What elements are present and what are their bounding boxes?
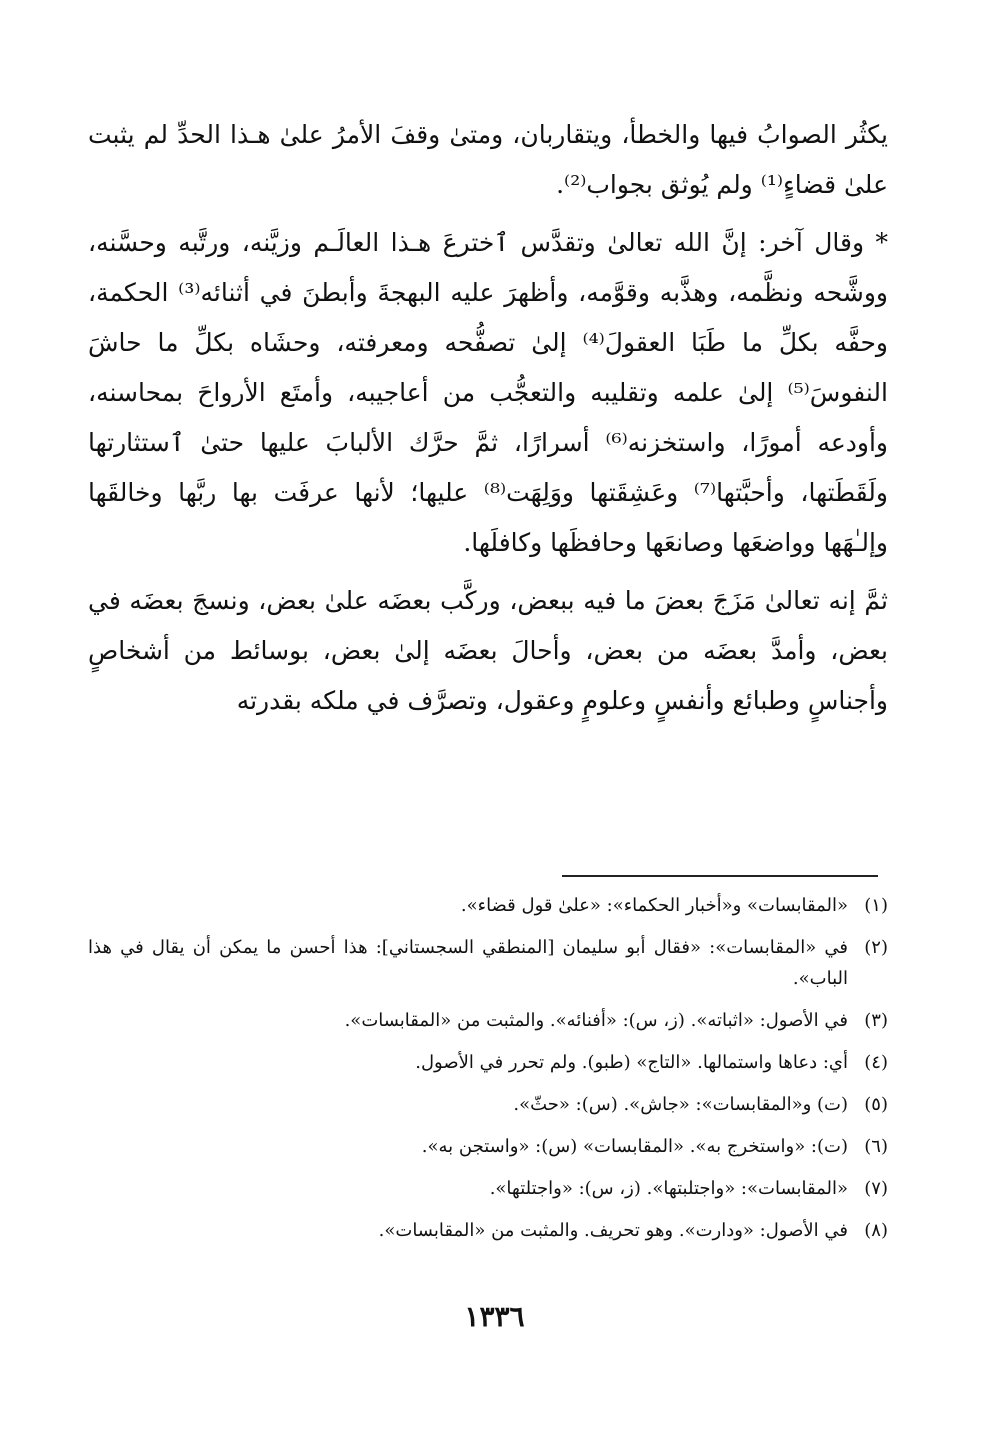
footnote-number: (٢) bbox=[864, 937, 888, 958]
footnote-text: (ت) و«المقابسات»: «جاش». (س): «حثّ». bbox=[513, 1094, 848, 1115]
footnote-item bbox=[88, 1215, 888, 1246]
footnote-number: (٤) bbox=[864, 1052, 888, 1073]
footnote-number: (٦) bbox=[864, 1136, 888, 1157]
footnote-text: في «المقابسات»: «فقال أبو سليمان [المنطقي السجستاني]: هذا أحسن ما يمكن أن يقال في هذا الباب». bbox=[88, 937, 848, 989]
paragraph-3: ثمَّ إنه تعالىٰ مَزَجَ بعضَ ما فيه ببعض، وركَّب بعضَه علىٰ بعض، ونسجَ بعضَه في بعض، وأمدَّ بعضَه من بعض، وأحالَ بعضَه إلىٰ بعض، بوسائط من أشخاصٍ وأجناسٍ وطبائع وأنفسٍ وعلومٍ وعقول، وتصرَّف في ملكه بقدرته bbox=[88, 586, 888, 715]
footnote-item bbox=[88, 932, 888, 994]
footnote-text: في الأصول: «اثباته». (ز، س): «أفنائه». والمثبت من «المقابسات». bbox=[344, 1010, 848, 1031]
footnote-number: (٥) bbox=[864, 1094, 888, 1115]
footnote-text: «المقابسات»: «واجتلبتها». (ز، س): «واجتلتها». bbox=[489, 1178, 848, 1199]
footnote-item bbox=[88, 1005, 888, 1036]
footnote-number: (٧) bbox=[864, 1178, 888, 1199]
footnote-item bbox=[88, 890, 888, 921]
footnote-text: (ت): «واستخرج به». «المقابسات» (س): «واستجن به». bbox=[421, 1136, 848, 1157]
footnote-number: (١) bbox=[864, 895, 888, 916]
footnote-text: «المقابسات» و«أخبار الحكماء»: «علىٰ قول قضاء». bbox=[460, 895, 848, 916]
footnote-item bbox=[88, 1173, 888, 1204]
footnote-number: (٣) bbox=[864, 1010, 888, 1031]
footnote-item bbox=[88, 1131, 888, 1162]
paragraph-2: * وقال آخر: إنَّ الله تعالىٰ وتقدَّس ٱخترعَ هـذا العالَـم وزيَّنه، ورتَّبه وحسَّنه، ووشَّحه ونظَّمه، وهذَّبه وقوَّمه، وأظهرَ عليه البهجةَ وأبطنَ في أثنائه⁽³⁾ الحكمة، وحفَّه بكلِّ ما طَبَا العقولَ⁽⁴⁾ إلىٰ تصفُّحه ومعرفته، وحشَاه بكلِّ ما حاشَ النفوسَ⁽⁵⁾ إلىٰ علمه وتقليبه والتعجُّب من أعاجيبه، وأمتَع الأرواحَ بمحاسنه، وأودعه أمورًا، واستخزنه⁽⁶⁾ أسرارًا، ثمَّ حرَّك الألبابَ عليها حتىٰ ٱستثارتها ولَقَطَتها، وأحبَّتها⁽⁷⁾ وعَشِقَتها ووَلِهَت⁽⁸⁾ عليها؛ لأنها عرفَت بها ربَّها وخالقَها وإلـٰهَها وواضعَها وصانعَها وحافظَها وكافلَها. bbox=[88, 228, 888, 557]
footnote-text: أي: دعاها واستمالها. «التاج» (طبو). ولم تحرر في الأصول. bbox=[415, 1052, 848, 1073]
footnote-item bbox=[88, 1047, 888, 1078]
footnotes-list bbox=[88, 890, 888, 1257]
main-text bbox=[88, 110, 888, 726]
footnote-item bbox=[88, 1089, 888, 1120]
footnote-divider bbox=[562, 875, 878, 877]
footnote-text: في الأصول: «ودارت». وهو تحريف. والمثبت من «المقابسات». bbox=[378, 1220, 848, 1241]
footnote-number: (٨) bbox=[864, 1220, 888, 1241]
paragraph-1: يكثُر الصوابُ فيها والخطأ، ويتقاربان، ومتىٰ وقفَ الأمرُ علىٰ هـذا الحدِّ لم يثبت علىٰ قضاءٍ⁽¹⁾ ولم يُوثق بجواب⁽²⁾. bbox=[88, 120, 888, 199]
page-number: ١٣٣٦ bbox=[464, 1300, 525, 1333]
